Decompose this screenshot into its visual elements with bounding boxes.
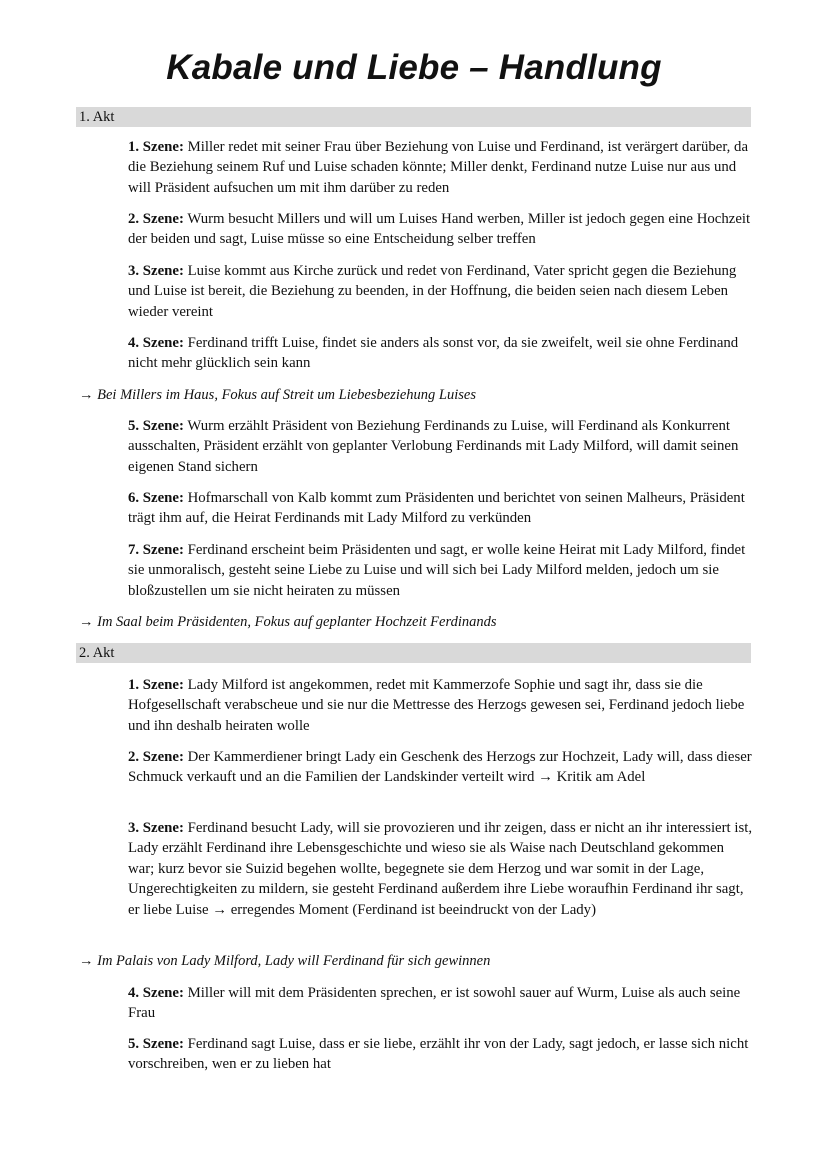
scene-label: 3. Szene: [128, 820, 184, 836]
scene-label: 4. Szene: [128, 335, 184, 351]
scene-text: Luise kommt aus Kirche zurück und redet von Ferdinand, Vater spricht gegen die Beziehung und Luise ist bereit, die Beziehung zu beenden, in der Hoffnung, die beiden seien nach diesem Leben wieder vereint [128, 263, 737, 320]
scene-label: 5. Szene: [128, 418, 184, 434]
scene-item [128, 137, 753, 198]
scene-label: 1. Szene: [128, 677, 184, 693]
scene-item [128, 818, 753, 920]
act-header: 2. Akt [76, 643, 751, 663]
scene-text: Ferdinand erscheint beim Präsidenten und sagt, er wolle keine Heirat mit Lady Milford, findet sie unmoralisch, gesteht seine Liebe zu Luise und will sich bei Lady Milford melden, jedoch um sie bloßzustellen um sie nicht heiraten zu müssen [128, 542, 746, 599]
arrow-icon: → [79, 953, 94, 969]
note-text: Bei Millers im Haus, Fokus auf Streit um Liebesbeziehung Luises [97, 387, 476, 403]
act-header: 1. Akt [76, 107, 751, 127]
arrow-icon: → [79, 387, 94, 403]
arrow-icon: → [79, 614, 94, 630]
scene-label: 2. Szene: [128, 211, 184, 227]
page-title: Kabale und Liebe – Handlung [166, 48, 662, 87]
note-text: Im Palais von Lady Milford, Lady will Ferdinand für sich gewinnen [97, 953, 491, 969]
scene-item [128, 747, 753, 788]
note-text: Im Saal beim Präsidenten, Fokus auf geplanter Hochzeit Ferdinands [97, 614, 497, 630]
scene-text: Ferdinand sagt Luise, dass er sie liebe, erzählt ihr von der Lady, sagt jedoch, er lasse sich nicht vorschreiben, wen er zu lieben hat [128, 1036, 749, 1073]
location-note [79, 951, 759, 971]
scene-item [128, 488, 753, 529]
scene-text: Miller redet mit seiner Frau über Beziehung von Luise und Ferdinand, ist verärgert darüber, da die Beziehung seinem Ruf und Luise schaden könnte; Miller denkt, Ferdinand nutze Luise nur aus und will Präsident aufsuchen um mit ihm darüber zu reden [128, 139, 749, 196]
scene-item [128, 983, 753, 1024]
scene-text: Miller will mit dem Präsidenten sprechen, er ist sowohl sauer auf Wurm, Luise als auch seine Frau [128, 985, 741, 1022]
scene-item [128, 540, 753, 601]
scene-item [128, 416, 753, 477]
scene-label: 4. Szene: [128, 985, 184, 1001]
scene-item [128, 675, 753, 736]
scene-label: 5. Szene: [128, 1036, 184, 1052]
scene-item [128, 1034, 753, 1075]
scene-text: Ferdinand besucht Lady, will sie provozieren und ihr zeigen, dass er nicht an ihr interessiert ist, Lady erzählt Ferdinand ihre Lebensgeschichte und wieso sie als Waise nach Deutschland gekommen war; kurz bevor sie Suizid begehen wollte, begegnete sie dem Herzog und war somit in der Lage, Ungerechtigkeiten zu mildern, sie gesteht Ferdinand außerdem ihre Liebe woraufhin Ferdinand ihr sagt, er liebe Luise → erregendes Moment (Ferdinand ist beeindruckt von der Lady) [128, 820, 753, 918]
scene-item [128, 333, 753, 374]
location-note [79, 385, 759, 405]
scene-label: 1. Szene: [128, 139, 184, 155]
scene-text: Wurm besucht Millers und will um Luises Hand werben, Miller ist jedoch gegen eine Hochzeit der beiden und sagt, Luise müsse so eine Entscheidung selber treffen [128, 211, 751, 248]
scene-text: Wurm erzählt Präsident von Beziehung Ferdinands zu Luise, will Ferdinand als Konkurrent ausschalten, Präsident erzählt von geplanter Verlobung Ferdinands mit Lady Milford, will damit seinen eigenen Stand sichern [128, 418, 739, 475]
scene-item [128, 209, 753, 250]
location-note [79, 612, 759, 632]
scene-label: 3. Szene: [128, 263, 184, 279]
scene-label: 2. Szene: [128, 749, 184, 765]
scene-text: Hofmarschall von Kalb kommt zum Präsidenten und berichtet von seinen Malheurs, Präsident trägt ihm auf, die Heirat Ferdinands mit Lady Milford zu verkünden [128, 490, 745, 527]
scene-item [128, 261, 753, 322]
scene-text: Lady Milford ist angekommen, redet mit Kammerzofe Sophie und sagt ihr, dass sie die Hofgesellschaft verabscheue und sie nur die Mettresse des Herzogs gewesen sei, Ferdinand jedoch liebe und ihn deshalb heiraten wolle [128, 677, 745, 734]
scene-text: Der Kammerdiener bringt Lady ein Geschenk des Herzogs zur Hochzeit, Lady will, dass dieser Schmuck verkauft und an die Familien der Landskinder verteilt wird → Kritik am Adel [128, 749, 752, 786]
scene-label: 7. Szene: [128, 542, 184, 558]
scene-text: Ferdinand trifft Luise, findet sie anders als sonst vor, da sie zweifelt, weil sie ohne Ferdinand nicht mehr glücklich sein kann [128, 335, 739, 372]
scene-label: 6. Szene: [128, 490, 184, 506]
